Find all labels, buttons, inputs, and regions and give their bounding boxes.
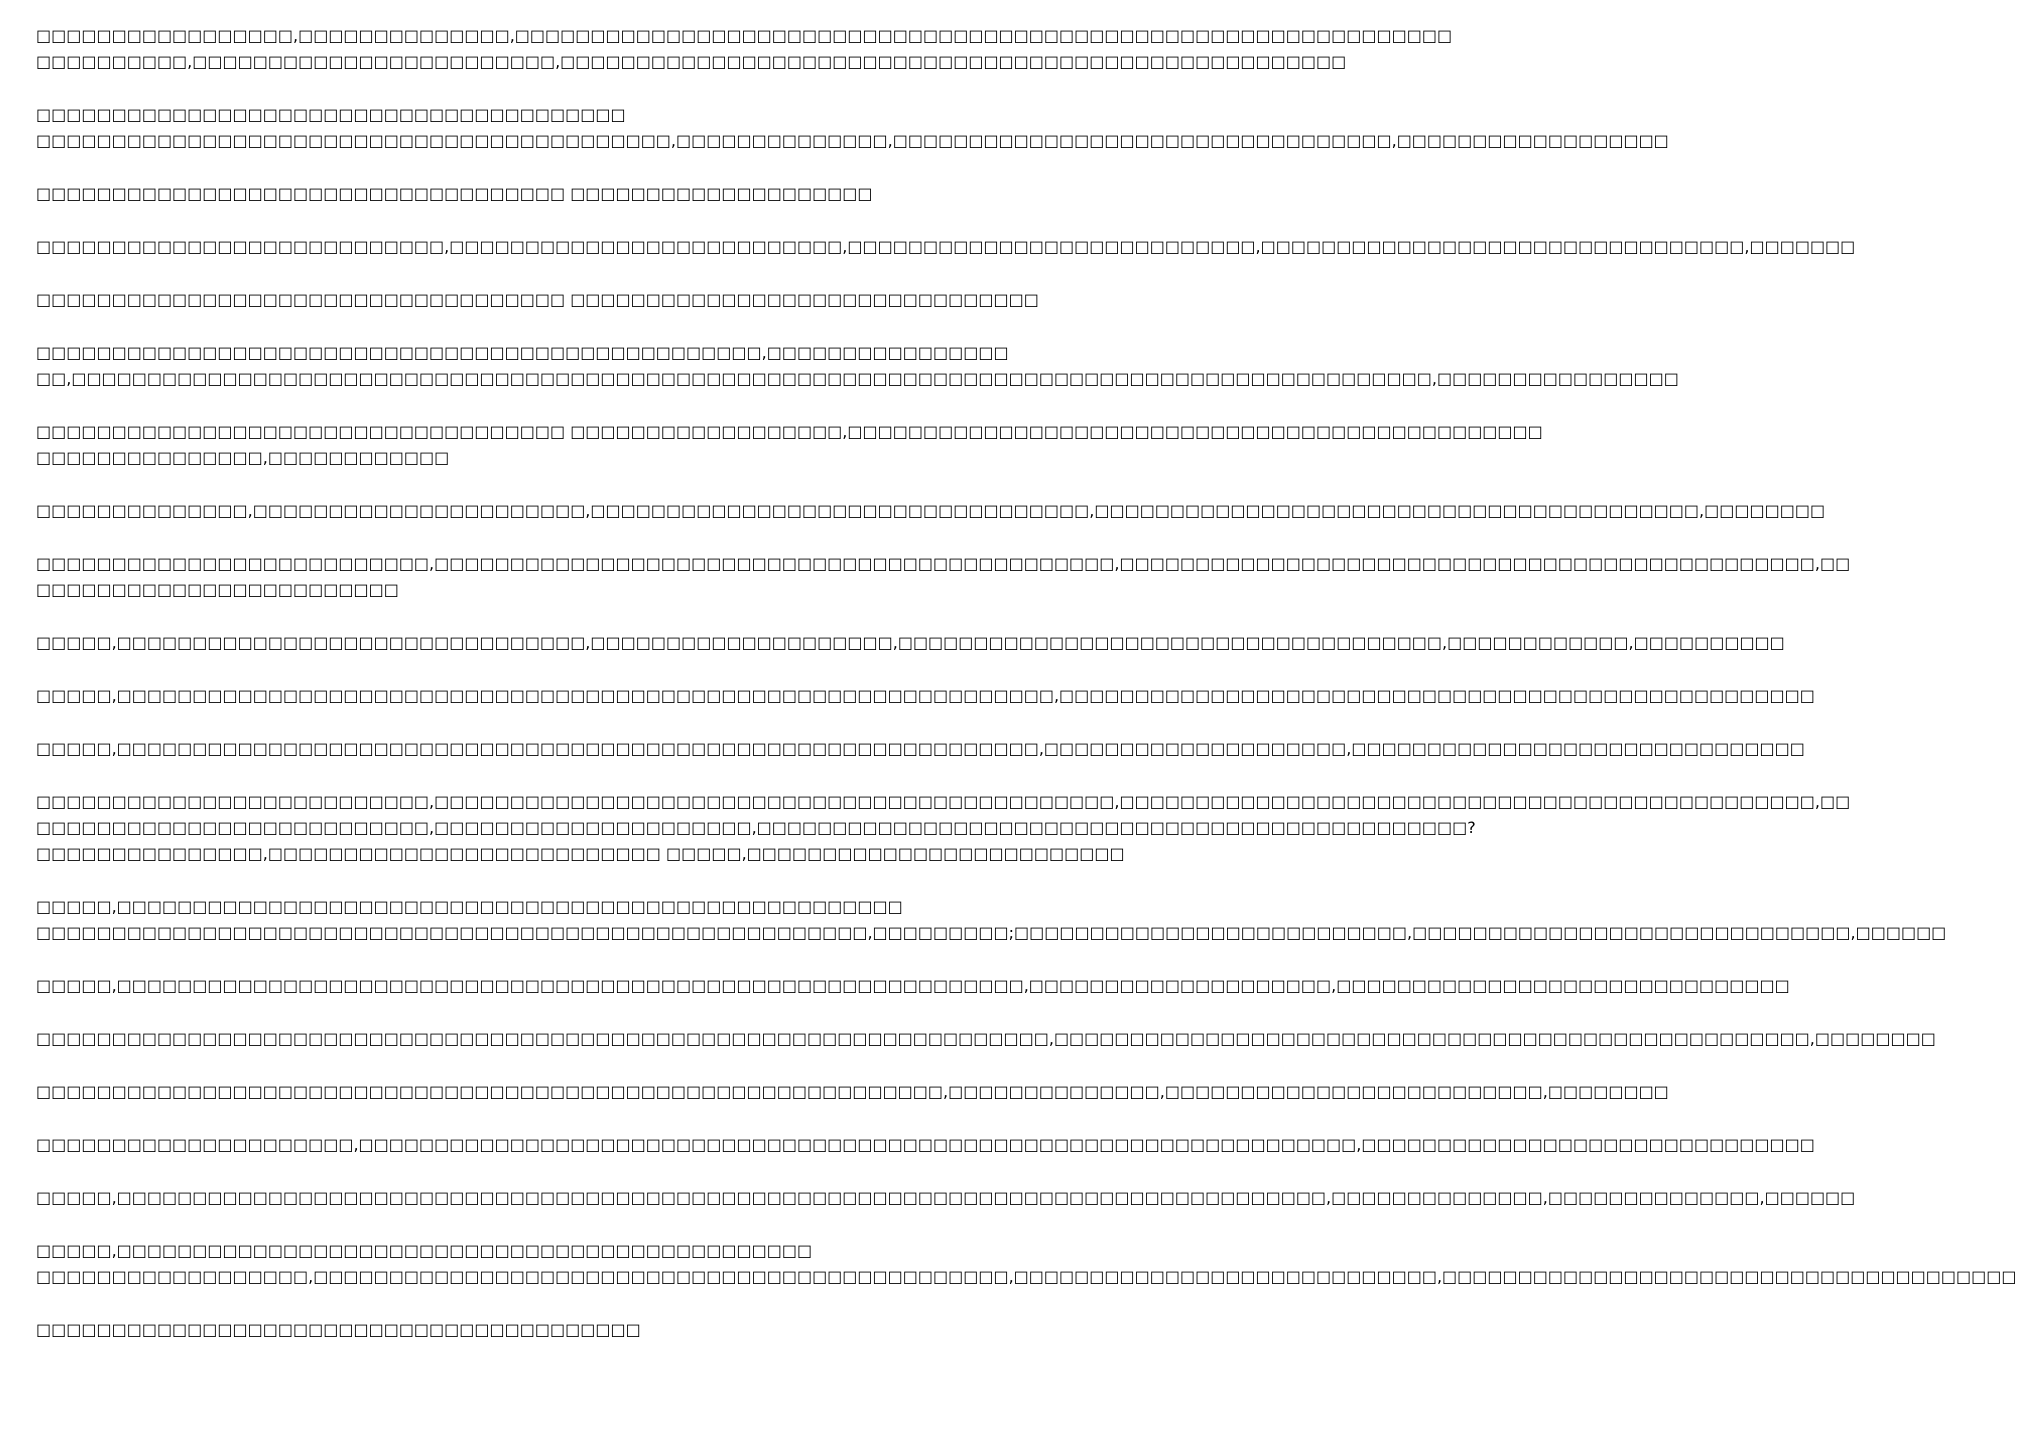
paragraph: [36, 789, 1851, 867]
text-line: □□□□□□□□□□□□□□□□□□□□□□□□□□,□□□□□□□□□□□□□□□□□□□□□□□□□□□□□□□□□□□□□□□□□□□□□,□□□□□□□□□□□□□□□□□□□□□□□□□□□□□□□□□□□□□□□□□□□□□□,□□: [36, 792, 1851, 811]
text-line: □□□□□,□□□□□□□□□□□□□□□□□□□□□□□□□□□□□□□□□□□□□□□□□□□□□□□□□□□□□□□□□□□□,□□□□□□□□□□□□□□□□□□□□,□□□□□□□□□□□□□□□□□□□□□□□□□□□□□□: [36, 976, 1790, 995]
paragraph: [36, 630, 1785, 656]
text-line: □□□□□□□□□□□□□□□□□□□□□□□□□□□□□□□□□□□□□□□□: [36, 1320, 641, 1339]
paragraph: [36, 181, 990, 207]
paragraph: [36, 1317, 990, 1343]
paragraph: [36, 419, 1543, 471]
text-line: □□□□□,□□□□□□□□□□□□□□□□□□□□□□□□□□□□□□□,□□□□□□□□□□□□□□□□□□□□,□□□□□□□□□□□□□□□□□□□□□□□□□□□□□□□□□□□□,□□□□□□□□□□□□,□□□□□□□□□□: [36, 633, 1785, 652]
paragraph: [36, 287, 1039, 313]
text-line: □□□□□□□□□□□□□□□□□□,□□□□□□□□□□□□□□□□□□□□□□□□□□□□□□□□□□□□□□□□□□□□□□,□□□□□□□□□□□□□□□□□□□□□□□□□□□□,□□□□□□□□□□□□□□□□□□□□□□□□□□□□□□□□□□□□□□: [36, 1267, 2017, 1286]
paragraph: [36, 102, 1669, 154]
text-line: □□□□□□□□□□□□□□□,□□□□□□□□□□□□: [36, 448, 450, 467]
document-body: [36, 23, 2017, 1370]
text-line: □□□□□□□□□□□□□□□□□□□□□□□□□□□□□□□□□□□□□□□□□□,□□□□□□□□□□□□□□,□□□□□□□□□□□□□□□□□□□□□□□□□□□□□□□□□,□□□□□□□□□□□□□□□□□□: [36, 131, 1669, 150]
text-line: □□□□□□□□□□□□□□□□□□□□□□□□: [36, 580, 399, 599]
paragraph: [36, 340, 1679, 392]
paragraph: [36, 23, 1453, 75]
text-line: □□□□□,□□□□□□□□□□□□□□□□□□□□□□□□□□□□□□□□□□□□□□□□□□□□□□□□□□□□: [36, 897, 903, 916]
paragraph: [36, 234, 1856, 260]
text-line: □□□□□□□□□□□□□□□□□□□□□□□□□□□□□□□□□□□□□□□□□□□□□□□□□□□□□□□□□□□□□□□□□□□,□□□□□□□□□□□□□□□□□□□□□□□□□□□□□□□□□□□□□□□□□□□□□□□□□□,□□□□□□□□: [36, 1029, 1936, 1048]
text-line: □□□□□,□□□□□□□□□□□□□□□□□□□□□□□□□□□□□□□□□□□□□□□□□□□□□□□□□□□□□□□□□□□□□,□□□□□□□□□□□□□□□□□□□□,□□□□□□□□□□□□□□□□□□□□□□□□□□□□□□: [36, 739, 1805, 758]
paragraph: [36, 894, 1947, 946]
paragraph: [36, 1185, 1856, 1211]
paragraph: [36, 1132, 1815, 1158]
paragraph: [36, 736, 1805, 762]
text-line: □□□□□,□□□□□□□□□□□□□□□□□□□□□□□□□□□□□□□□□□□□□□□□□□□□□□: [36, 1241, 813, 1260]
text-line: □□□□□,□□□□□□□□□□□□□□□□□□□□□□□□□□□□□□□□□□□□□□□□□□□□□□□□□□□□□□□□□□□□□□□□□□□□□□□□□□□□□□□□,□□□□□□□□□□□□□□,□□□□□□□□□□□□□□,□□□□□□: [36, 1188, 1856, 1207]
paragraph: [36, 1079, 1669, 1105]
text-line: □□□□□□□□□□□□□□□□□,□□□□□□□□□□□□□□,□□□□□□□□□□□□□□□□□□□□□□□□□□□□□□□□□□□□□□□□□□□□□□□□□□□□□□□□□□□□□□: [36, 26, 1453, 45]
text-line: □□□□□□□□□□,□□□□□□□□□□□□□□□□□□□□□□□□,□□□□□□□□□□□□□□□□□□□□□□□□□□□□□□□□□□□□□□□□□□□□□□□□□□□□: [36, 52, 1347, 71]
text-line: □□□□□□□□□□□□□□,□□□□□□□□□□□□□□□□□□□□□□,□□□□□□□□□□□□□□□□□□□□□□□□□□□□□□□□□,□□□□□□□□□□□□□□□□□□□□□□□□□□□□□□□□□□□□□□□□,□□□□□□□□: [36, 501, 1826, 520]
text-line: □□□□□□□□□□□□□□□□□□□□□□□□□□□□□□□□□□□□□□□□□□□□□□□□□□□□□□□□□□□□,□□□□□□□□□□□□□□,□□□□□□□□□□□□□□□□□□□□□□□□□,□□□□□□□□: [36, 1082, 1669, 1101]
text-line: □□□□□□□□□□□□□□□□□□□□□□□□□□□□□□□□□□□ □□□□□□□□□□□□□□□□□□□□: [36, 184, 873, 203]
text-line: □□□□□□□□□□□□□□□□□□□□□□□□□□,□□□□□□□□□□□□□□□□□□□□□□□□□□□□□□□□□□□□□□□□□□□□□,□□□□□□□□□□□□□□□□□□□□□□□□□□□□□□□□□□□□□□□□□□□□□□,□□: [36, 554, 1851, 573]
text-line: □□□□□□□□□□□□□□□□□□□□□□□□□□□□□□□□□□□□□□□: [36, 105, 626, 124]
text-line: □□□□□,□□□□□□□□□□□□□□□□□□□□□□□□□□□□□□□□□□□□□□□□□□□□□□□□□□□□□□□□□□□□□□,□□□□□□□□□□□□□□□□□□□□□□□□□□□□□□□□□□□□□□□□□□□□□□□□□□: [36, 686, 1815, 705]
text-line: □□,□□□□□□□□□□□□□□□□□□□□□□□□□□□□□□□□□□□□□□□□□□□□□□□□□□□□□□□□□□□□□□□□□□□□□□□□□□□□□□□□□□□□□□□□□□,□□□□□□□□□□□□□□□□: [36, 369, 1679, 388]
text-line: □□□□□□□□□□□□□□□□□□□□□□□□□□□,□□□□□□□□□□□□□□□□□□□□□□□□□□,□□□□□□□□□□□□□□□□□□□□□□□□□□□,□□□□□□□□□□□□□□□□□□□□□□□□□□□□□□□□,□□□□□□□: [36, 237, 1856, 256]
text-line: □□□□□□□□□□□□□□□□□□□□□□□□□□□□□□□□□□□□□□□□□□□□□□□□□□□□□□□,□□□□□□□□□;□□□□□□□□□□□□□□□□□□□□□□□□□□,□□□□□□□□□□□□□□□□□□□□□□□□□□□□□,□□□□□□: [36, 923, 1947, 942]
text-line: □□□□□□□□□□□□□□□□□□□□□□□□□□,□□□□□□□□□□□□□□□□□□□□□,□□□□□□□□□□□□□□□□□□□□□□□□□□□□□□□□□□□□□□□□□□□□□□□?: [36, 818, 1476, 837]
paragraph: [36, 973, 1790, 999]
text-line: □□□□□□□□□□□□□□□,□□□□□□□□□□□□□□□□□□□□□□□□□□ □□□□□,□□□□□□□□□□□□□□□□□□□□□□□□□: [36, 844, 1125, 863]
text-line: □□□□□□□□□□□□□□□□□□□□□,□□□□□□□□□□□□□□□□□□□□□□□□□□□□□□□□□□□□□□□□□□□□□□□□□□□□□□□□□□□□□□□□□□,□□□□□□□□□□□□□□□□□□□□□□□□□□□□□□: [36, 1135, 1815, 1154]
paragraph: [36, 1238, 2017, 1290]
paragraph: [36, 683, 1815, 709]
paragraph: [36, 551, 1851, 603]
text-line: □□□□□□□□□□□□□□□□□□□□□□□□□□□□□□□□□□□ □□□□□□□□□□□□□□□□□□□□□□□□□□□□□□□: [36, 290, 1039, 309]
paragraph: [36, 498, 1826, 524]
text-line: □□□□□□□□□□□□□□□□□□□□□□□□□□□□□□□□□□□□□□□□□□□□□□□□,□□□□□□□□□□□□□□□□: [36, 343, 1009, 362]
paragraph: [36, 1026, 1936, 1052]
text-line: □□□□□□□□□□□□□□□□□□□□□□□□□□□□□□□□□□□ □□□□□□□□□□□□□□□□□□,□□□□□□□□□□□□□□□□□□□□□□□□□□□□□□□□□□□□□□□□□□□□□□: [36, 422, 1543, 441]
